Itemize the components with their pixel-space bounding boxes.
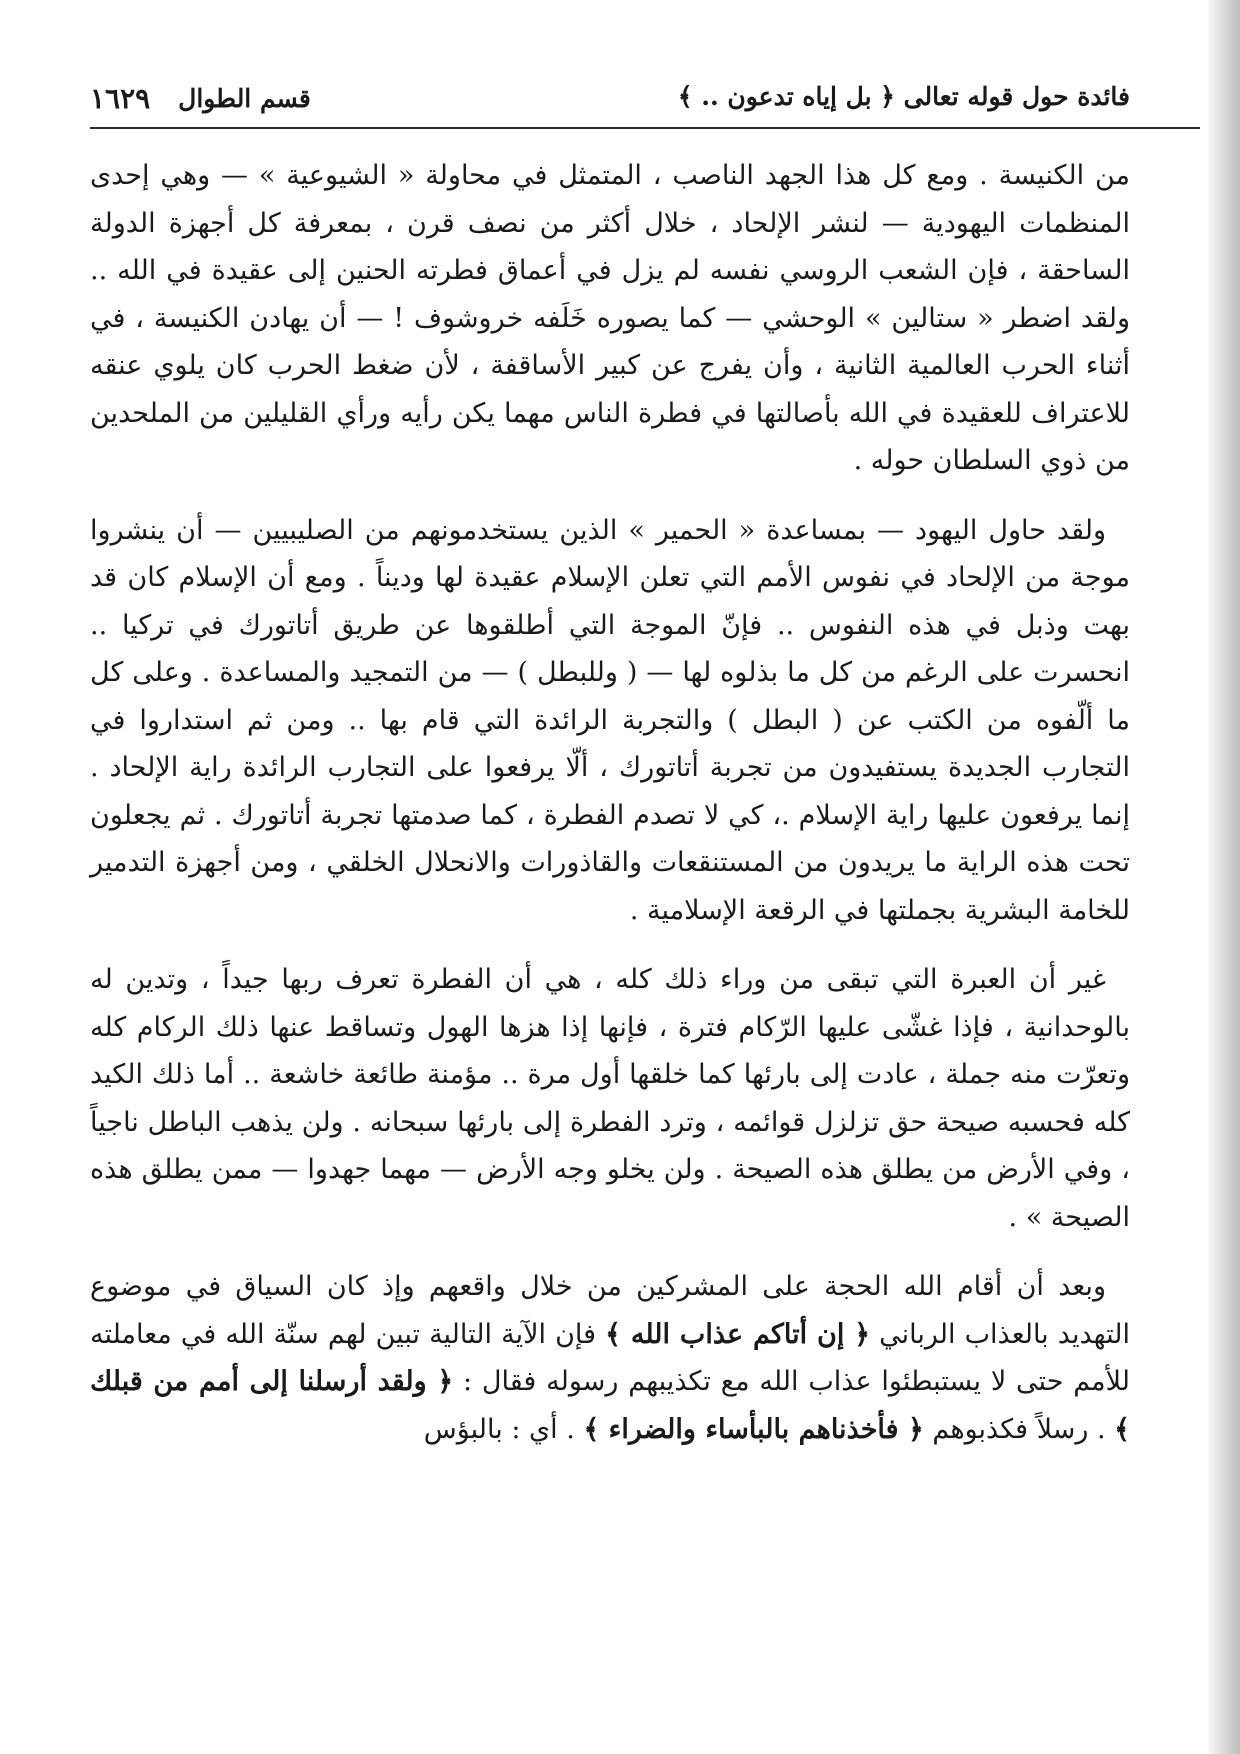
paragraph-2: ولقد حاول اليهود — بمساعدة « الحمير » الذين يستخدمونهم من الصليبيين — أن ينشروا موجة من الإلحاد في نفوس الأمم التي تعلن الإسلام عقيدة لها وديناً . ومع أن الإسلام كان قد بهت وذبل في هذه النفوس .. فإنّ الموجة التي أطلقوها عن طريق أتاتورك في تركيا .. انحسرت على الرغم من كل ما بذلوه لها — ( وللبطل ) — من التمجيد والمساعدة . وعلى كل ما ألّفوه من الكتب عن ( البطل ) والتجربة الرائدة التي قام بها .. ومن ثم استداروا في التجارب الجديدة يستفيدون من تجربة أتاتورك ، ألّا يرفعوا على التجارب الرائدة راية الإلحاد . إنما يرفعون عليها راية الإسلام .، كي لا تصدم الفطرة ، كما صدمتها تجربة أتاتورك . ثم يجعلون تحت هذه الراية ما يريدون من المستنقعات والقاذورات والانحلال الخلقي ، ومن أجهزة التدمير للخامة البشرية بجملتها في الرقعة الإسلامية . [90, 514, 1131, 926]
chapter-title: فائدة حول قوله تعالى ﴿ بل إياه تدعون .. ﴾ [677, 82, 1130, 111]
quran-verse-3: ﴿ فأخذناهم بالبأساء والضراء ﴾ [583, 1413, 924, 1445]
section-name: قسم الطوال [178, 84, 311, 113]
page-number: ١٦٢٩ [90, 82, 151, 115]
paragraph-4-text-3: . رسلاً فكذبوهم [932, 1413, 1106, 1445]
paragraph-4-text-2: فإن الآية التالية تبين لهم سنّة الله في معاملته للأمم حتى لا يستبطئوا عذاب الله مع تكذيبهم رسوله فقال : [90, 1318, 1130, 1397]
header-rule [90, 127, 1200, 129]
paragraph-3: غير أن العبرة التي تبقى من وراء ذلك كله ، هي أن الفطرة تعرف ربها جيداً ، وتدين له بالوحدانية ، فإذا غشّى عليها الرّكام فترة ، فإنها إذا هزها الهول وتساقط عنها ذلك الركام كله وتعرّت منه جملة ، عادت إلى بارئها كما خلقها أول مرة .. مؤمنة طائعة خاشعة .. أما ذلك الكيد كله فحسبه صيحة حق تزلزل قوائمه ، وترد الفطرة إلى بارئها سبحانه . ولن يذهب الباطل ناجياً ، وفي الأرض من يطلق هذه الصيحة . ولن يخلو وجه الأرض — مهما جهدوا — ممن يطلق هذه الصيحة » . [90, 964, 1130, 1233]
body-text [90, 152, 1130, 1453]
paragraph-4-text-1: وبعد أن أقام الله الحجة على المشركين من خلال واقعهم وإذ كان السياق في موضوع التهديد بالعذاب الرباني [90, 1271, 1130, 1350]
quran-verse-2: ﴿ ولقد أرسلنا إلى أمم من قبلك ﴾ [90, 1366, 1130, 1445]
paragraph-4 [90, 1263, 1130, 1453]
paragraph-4-text-4: . أي : بالبؤس [423, 1413, 575, 1445]
paragraph-1: من الكنيسة . ومع كل هذا الجهد الناصب ، المتمثل في محاولة « الشيوعية » — وهي إحدى المنظمات اليهودية — لنشر الإلحاد ، خلال أكثر من نصف قرن ، بمعرفة كل أجهزة الدولة الساحقة ، فإن الشعب الروسي نفسه لم يزل في أعماق فطرته الحنين إلى عقيدة في الله .. ولقد اضطر « ستالين » الوحشي — كما يصوره خَلَفه خروشوف ! — أن يهادن الكنيسة ، في أثناء الحرب العالمية الثانية ، وأن يفرج عن كبير الأساقفة ، لأن ضغط الحرب كان يلوي عنقه للاعتراف للعقيدة في الله بأصالتها في فطرة الناس مهما يكن رأيه ورأي القليلين من الملحدين من ذوي السلطان حوله . [90, 160, 1130, 476]
book-page [90, 70, 1130, 1475]
running-header [90, 70, 1130, 120]
section-info [90, 82, 311, 115]
scan-page-edge [1206, 0, 1240, 1754]
quran-verse-1: ﴿ إن أتاكم عذاب الله ﴾ [605, 1318, 871, 1350]
